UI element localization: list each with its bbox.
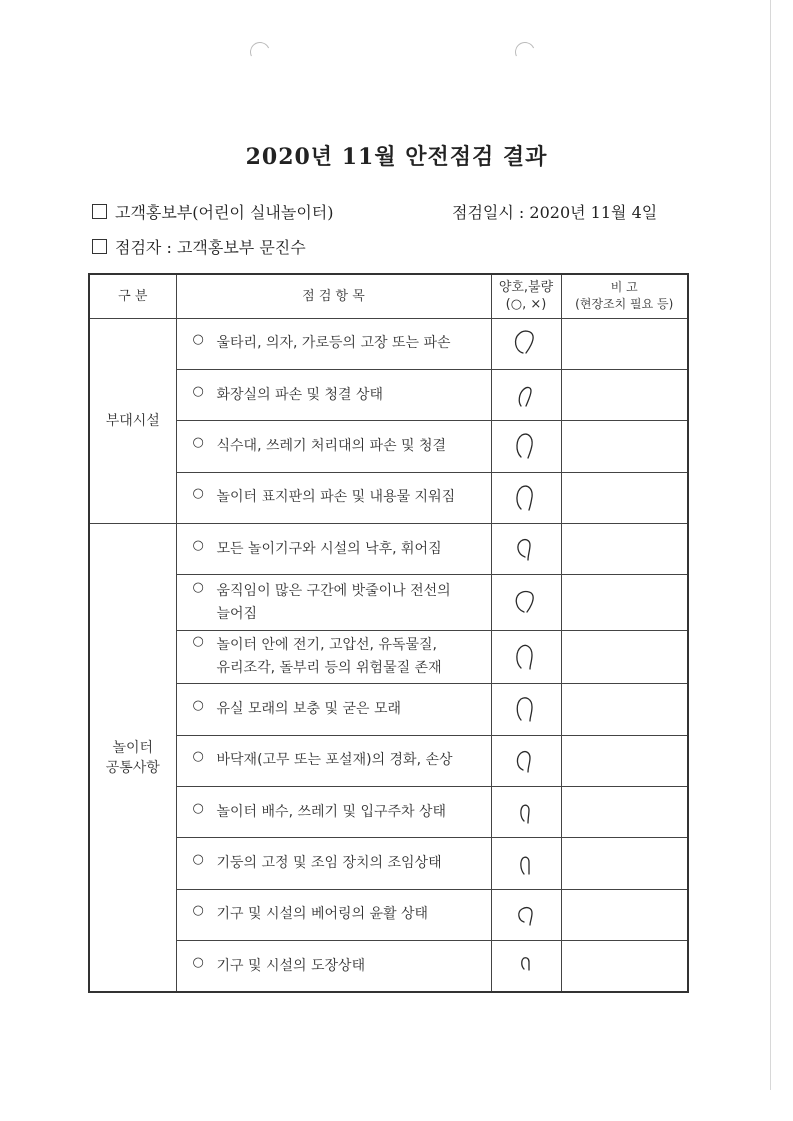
- item-text: [217, 955, 366, 978]
- inspector-line: [92, 235, 306, 258]
- remark-cell: [561, 735, 688, 786]
- item-text: [217, 538, 442, 561]
- item-cell: [176, 369, 491, 420]
- result-cell: [491, 318, 561, 369]
- item-cell: [176, 318, 491, 369]
- handwritten-circle-icon: [509, 947, 543, 985]
- result-cell: [491, 369, 561, 420]
- item-line: 바닥재(고무 또는 포설재)의 경화, 손상: [216, 752, 453, 769]
- category-cell: [89, 524, 176, 993]
- inspection-table: [88, 273, 689, 993]
- item-text: [217, 698, 402, 721]
- punch-hole-left: [247, 39, 273, 65]
- table-row: [89, 575, 688, 630]
- inspector-label: 점검자 :: [115, 238, 172, 257]
- item-text: [217, 749, 453, 772]
- handwritten-circle-icon: [509, 844, 543, 882]
- item-line: 화장실의 파손 및 청결 상태: [216, 386, 384, 403]
- item-line: 놀이터 표지판의 파손 및 내용물 지워짐: [216, 489, 456, 506]
- result-cell: [491, 575, 561, 630]
- item-cell: [176, 684, 491, 735]
- item-line: 식수대, 쓰레기 처리대의 파손 및 청결: [216, 437, 447, 454]
- item-text: [217, 634, 442, 680]
- remark-cell: [561, 941, 688, 992]
- header-remark-line2: (현장조치 필요 등): [575, 297, 674, 312]
- bullet-icon: ○: [192, 851, 204, 867]
- item-cell: [176, 735, 491, 786]
- item-text: [217, 580, 451, 626]
- header-remark-line1: 비 고: [610, 280, 638, 295]
- bullet-icon: ○: [192, 903, 204, 919]
- category-cell: [89, 318, 176, 524]
- header-row: [89, 274, 688, 318]
- inspection-date-label: 점검일시 :: [452, 203, 525, 222]
- handwritten-circle-icon: [509, 376, 543, 414]
- table-row: [89, 369, 688, 420]
- remark-cell: [561, 786, 688, 837]
- item-text: [217, 435, 447, 458]
- header-remark: [561, 274, 688, 318]
- result-cell: [491, 472, 561, 523]
- document-title: 2020년 11월 안전점검 결과: [245, 144, 548, 170]
- result-cell: [491, 941, 561, 992]
- remark-cell: [561, 369, 688, 420]
- result-cell: [491, 421, 561, 472]
- result-cell: [491, 838, 561, 889]
- result-cell: [491, 786, 561, 837]
- item-line: 유실 모래의 보충 및 굳은 모래: [216, 700, 402, 717]
- table-row: [89, 941, 688, 992]
- item-text: [217, 903, 429, 926]
- item-line: 울타리, 의자, 가로등의 고장 또는 파손: [216, 335, 451, 352]
- item-text: [217, 332, 451, 355]
- bullet-icon: ○: [192, 954, 204, 970]
- handwritten-circle-icon: [509, 793, 543, 831]
- handwritten-circle-icon: [509, 584, 543, 622]
- item-line: 유리조각, 돌부리 등의 위험물질 존재: [216, 659, 442, 676]
- result-cell: [491, 684, 561, 735]
- header-status-line1: 양호,불량: [498, 280, 554, 296]
- item-cell: [176, 524, 491, 575]
- bullet-icon: ○: [192, 633, 204, 649]
- bullet-icon: ○: [192, 697, 204, 713]
- table-row: [89, 318, 688, 369]
- table-row: [89, 684, 688, 735]
- result-cell: [491, 735, 561, 786]
- handwritten-circle-icon: [509, 690, 543, 728]
- item-text: [217, 486, 456, 509]
- item-text: [217, 852, 442, 875]
- checkbox-icon: [92, 204, 107, 219]
- item-cell: [176, 421, 491, 472]
- item-line: 기둥의 고정 및 조임 장치의 조임상태: [216, 854, 442, 871]
- bullet-icon: ○: [192, 486, 204, 502]
- item-cell: [176, 889, 491, 940]
- inspection-date: 2020년 11월 4일: [529, 203, 658, 222]
- bullet-icon: ○: [192, 332, 204, 348]
- item-cell: [176, 575, 491, 630]
- category-label: 놀이터: [112, 739, 154, 756]
- item-cell: [176, 941, 491, 992]
- remark-cell: [561, 318, 688, 369]
- category-label: 공통사항: [105, 759, 160, 776]
- table-row: [89, 889, 688, 940]
- item-cell: [176, 630, 491, 683]
- item-line: 놀이터 안에 전기, 고압선, 유독물질,: [216, 636, 437, 653]
- checkbox-icon: [92, 239, 107, 254]
- remark-cell: [561, 575, 688, 630]
- handwritten-circle-icon: [509, 896, 543, 934]
- header-status-line2: (○, ×): [505, 297, 547, 313]
- remark-cell: [561, 630, 688, 683]
- item-line: 기구 및 시설의 도장상태: [216, 957, 366, 974]
- handwritten-circle-icon: [509, 638, 543, 676]
- handwritten-circle-icon: [509, 742, 543, 780]
- bullet-icon: ○: [192, 383, 204, 399]
- table-row: [89, 786, 688, 837]
- bullet-icon: ○: [192, 579, 204, 595]
- item-text: [217, 384, 384, 407]
- department-line: [92, 200, 334, 223]
- handwritten-circle-icon: [509, 427, 543, 465]
- header-category: 구 분: [89, 274, 176, 318]
- item-line: 놀이터 배수, 쓰레기 및 입구주차 상태: [216, 803, 447, 820]
- inspection-date-line: [452, 200, 657, 223]
- department: 고객홍보부(어린이 실내놀이터): [115, 203, 334, 222]
- item-text: [217, 801, 447, 824]
- item-line: 늘어짐: [216, 605, 258, 622]
- remark-cell: [561, 472, 688, 523]
- item-cell: [176, 786, 491, 837]
- bullet-icon: ○: [192, 537, 204, 553]
- item-cell: [176, 472, 491, 523]
- table-row: [89, 524, 688, 575]
- punch-hole-right: [512, 39, 538, 65]
- table-row: [89, 838, 688, 889]
- bullet-icon: ○: [192, 434, 204, 450]
- remark-cell: [561, 524, 688, 575]
- item-cell: [176, 838, 491, 889]
- table-row: [89, 472, 688, 523]
- remark-cell: [561, 684, 688, 735]
- header-item: 점 검 항 목: [176, 274, 491, 318]
- header-status: [491, 274, 561, 318]
- remark-cell: [561, 889, 688, 940]
- table-row: [89, 735, 688, 786]
- handwritten-circle-icon: [509, 479, 543, 517]
- inspector: 고객홍보부 문진수: [176, 238, 306, 257]
- remark-cell: [561, 421, 688, 472]
- item-line: 움직임이 많은 구간에 밧줄이나 전선의: [216, 582, 451, 599]
- result-cell: [491, 630, 561, 683]
- bullet-icon: ○: [192, 800, 204, 816]
- handwritten-circle-icon: [509, 325, 543, 363]
- bullet-icon: ○: [192, 749, 204, 765]
- item-line: 기구 및 시설의 베어링의 윤활 상태: [216, 906, 429, 923]
- result-cell: [491, 524, 561, 575]
- table-row: [89, 421, 688, 472]
- remark-cell: [561, 838, 688, 889]
- handwritten-circle-icon: [509, 530, 543, 568]
- category-label: 부대시설: [105, 412, 160, 429]
- table-row: [89, 630, 688, 683]
- result-cell: [491, 889, 561, 940]
- item-line: 모든 놀이기구와 시설의 낙후, 휘어짐: [216, 540, 442, 557]
